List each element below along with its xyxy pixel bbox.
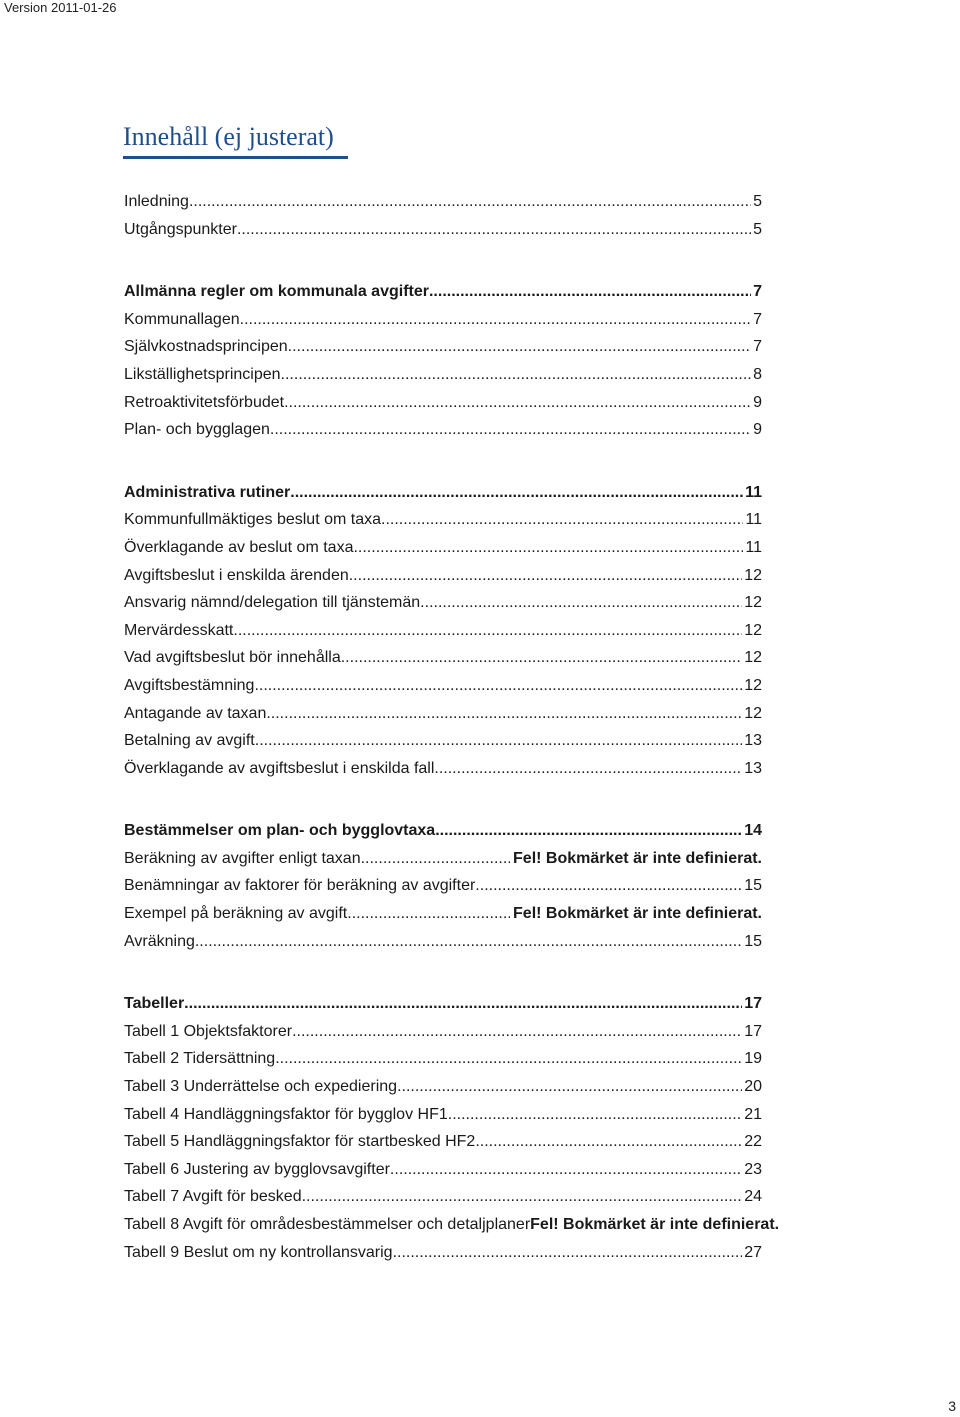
dot-leader (237, 216, 751, 244)
toc-entry[interactable] (124, 534, 762, 562)
dot-leader (475, 1128, 742, 1156)
toc-entry[interactable] (124, 589, 762, 617)
toc-entry[interactable] (124, 479, 762, 507)
toc-entry-label: Tabell 2 Tidersättning (124, 1050, 276, 1068)
toc-entry-label: Vad avgiftsbeslut bör innehålla (124, 649, 341, 667)
toc-entry-label: Ansvarig nämnd/delegation till tjänstemän (124, 594, 421, 612)
toc-entry-page: 9 (753, 421, 762, 439)
toc-entry-page: 9 (753, 393, 762, 411)
toc-entry-page: 5 (753, 193, 762, 210)
toc-entry-page: 11 (745, 483, 762, 501)
dot-leader (434, 755, 742, 783)
toc-entry[interactable] (124, 333, 762, 361)
toc-entry-label: Tabell 3 Underrättelse och expediering (124, 1078, 398, 1096)
toc-entry[interactable] (124, 872, 762, 900)
toc-entry-page: 14 (744, 822, 762, 840)
dot-leader (353, 534, 743, 562)
toc-entry[interactable] (124, 1156, 762, 1184)
toc-entry-page: 11 (745, 511, 762, 529)
toc-entry[interactable] (124, 845, 762, 873)
dot-leader (475, 872, 742, 900)
toc-entry-label: Tabell 4 Handläggningsfaktor för bygglov HF1 (124, 1105, 448, 1123)
dot-leader (448, 1101, 742, 1129)
dot-leader (254, 672, 742, 700)
toc-entry-page: 15 (744, 932, 762, 950)
toc-entry[interactable] (124, 1045, 762, 1073)
toc-entry-label: Tabeller (124, 995, 185, 1013)
toc-entry-page: 17 (744, 995, 762, 1013)
toc-entry-page: 27 (744, 1243, 762, 1261)
toc-entry[interactable] (124, 389, 762, 417)
toc-entry[interactable] (124, 990, 762, 1018)
toc-entry[interactable] (124, 755, 762, 783)
dot-leader (290, 479, 743, 507)
dot-leader (275, 1045, 742, 1073)
toc-entry-label: Överklagande av beslut om taxa (124, 538, 354, 556)
toc-entry-error: Fel! Bokmärket är inte definierat. (513, 849, 762, 867)
toc-entry-label: Inledning (124, 193, 189, 210)
toc-entry-page: 12 (744, 649, 762, 667)
toc-section (124, 817, 762, 955)
toc-entry-label: Administrativa rutiner (124, 483, 291, 501)
toc-section (124, 188, 762, 243)
dot-leader (270, 416, 751, 444)
toc-entry-label: Utgångspunkter (124, 220, 237, 238)
toc-entry-page: 11 (745, 538, 762, 556)
toc-entry-page: 7 (753, 283, 762, 301)
dot-leader (397, 1073, 742, 1101)
dot-leader (195, 928, 742, 956)
toc-entry-page: 20 (744, 1078, 762, 1096)
toc-entry[interactable] (124, 1018, 762, 1046)
toc-entry-page: 19 (744, 1050, 762, 1068)
toc-entry-label: Mervärdesskatt (124, 621, 234, 639)
toc-entry[interactable] (124, 617, 762, 645)
toc-entry-label: Beräkning av avgifter enligt taxan (124, 849, 361, 867)
toc-entry[interactable] (124, 727, 762, 755)
toc-entry-page: 12 (744, 676, 762, 694)
toc-entry[interactable] (124, 1183, 762, 1211)
page-number: 3 (948, 1398, 956, 1414)
toc-entry-label: Benämningar av faktorer för beräkning av avgifter (124, 877, 476, 895)
toc-entry[interactable] (124, 1239, 762, 1267)
toc-entry-page: 15 (744, 877, 762, 895)
toc-entry[interactable] (124, 562, 762, 590)
dot-leader (184, 990, 742, 1018)
toc-entry-label: Tabell 7 Avgift för besked (124, 1188, 302, 1206)
toc-entry[interactable] (124, 900, 762, 928)
toc-entry-page: 22 (744, 1133, 762, 1151)
toc-entry[interactable] (124, 644, 762, 672)
table-of-contents (124, 188, 780, 1301)
toc-entry-label: Antagande av taxan (124, 704, 267, 722)
toc-entry[interactable] (124, 1101, 762, 1129)
toc-entry[interactable] (124, 817, 762, 845)
toc-entry-label: Kommunallagen (124, 310, 240, 328)
toc-entry-label: Betalning av avgift (124, 732, 255, 750)
dot-leader (341, 644, 742, 672)
toc-entry-label: Tabell 8 Avgift för områdesbestämmelser och detaljplaner (124, 1216, 531, 1233)
dot-leader (266, 700, 742, 728)
toc-entry-label: Avräkning (124, 932, 195, 950)
dot-leader (302, 1183, 743, 1211)
dot-leader (361, 845, 510, 873)
toc-entry[interactable] (124, 278, 762, 306)
toc-section (124, 278, 762, 444)
toc-entry-label: Kommunfullmäktiges beslut om taxa (124, 511, 381, 529)
toc-entry[interactable] (124, 216, 762, 244)
toc-entry-page: 8 (753, 365, 762, 383)
toc-entry-page: 17 (744, 1022, 762, 1040)
toc-entry-label: Bestämmelser om plan- och bygglovtaxa (124, 822, 436, 840)
dot-leader (381, 506, 743, 534)
version-stamp: Version 2011-01-26 (4, 0, 117, 15)
toc-entry-page: 12 (744, 621, 762, 639)
toc-entry-label: Tabell 6 Justering av bygglovsavgifter (124, 1160, 390, 1178)
toc-entry-page: 12 (744, 594, 762, 612)
toc-entry[interactable] (124, 188, 762, 216)
toc-entry-page: 23 (744, 1160, 762, 1178)
toc-section (124, 990, 780, 1266)
toc-entry-label: Likställighetsprincipen (124, 365, 281, 383)
toc-entry-page: 13 (744, 732, 762, 750)
toc-entry[interactable] (124, 416, 762, 444)
dot-leader (255, 727, 742, 755)
dot-leader (281, 361, 752, 389)
dot-leader (390, 1156, 742, 1184)
toc-entry-error: Fel! Bokmärket är inte definierat. (513, 905, 762, 923)
toc-entry-label: Avgiftsbestämning (124, 676, 255, 694)
toc-entry-label: Exempel på beräkning av avgift (124, 905, 348, 923)
toc-entry-label: Allmänna regler om kommunala avgifter (124, 283, 429, 301)
toc-entry[interactable] (124, 361, 762, 389)
toc-entry-page: 24 (744, 1188, 762, 1206)
toc-entry-page: 13 (744, 759, 762, 777)
toc-entry[interactable] (124, 672, 762, 700)
dot-leader (420, 589, 742, 617)
dot-leader (233, 617, 742, 645)
toc-entry-page: 7 (753, 310, 762, 328)
toc-entry-label: Självkostnadsprincipen (124, 338, 288, 356)
toc-entry-label: Plan- och bygglagen (124, 421, 270, 439)
toc-entry-page: 12 (744, 704, 762, 722)
toc-entry[interactable] (124, 700, 762, 728)
toc-entry[interactable] (124, 506, 762, 534)
toc-entry-label: Tabell 9 Beslut om ny kontrollansvarig (124, 1243, 393, 1261)
dot-leader (347, 900, 510, 928)
toc-entry-label: Retroaktivitetsförbudet (124, 393, 285, 411)
toc-entry-page: 12 (744, 566, 762, 584)
dot-leader (292, 1018, 742, 1046)
toc-entry[interactable] (124, 1073, 762, 1101)
dot-leader (349, 562, 742, 590)
toc-entry-page: 5 (753, 220, 762, 238)
toc-section (124, 479, 762, 783)
dot-leader (435, 817, 742, 845)
toc-entry-label: Avgiftsbeslut i enskilda ärenden (124, 566, 349, 584)
dot-leader (288, 333, 751, 361)
dot-leader (393, 1239, 743, 1267)
toc-entry-page: 7 (753, 338, 762, 356)
toc-entry[interactable] (124, 1211, 868, 1239)
toc-entry-error: Fel! Bokmärket är inte definierat. (530, 1216, 780, 1233)
toc-entry[interactable] (124, 306, 762, 334)
toc-entry-label: Överklagande av avgiftsbeslut i enskilda fall (124, 759, 435, 777)
toc-entry[interactable] (124, 928, 762, 956)
dot-leader (284, 389, 751, 417)
page-title: Innehåll (ej justerat) (123, 120, 348, 159)
dot-leader (240, 306, 751, 334)
toc-entry-label: Tabell 1 Objektsfaktorer (124, 1022, 293, 1040)
toc-entry[interactable] (124, 1128, 762, 1156)
dot-leader (189, 188, 751, 216)
dot-leader (429, 278, 751, 306)
toc-entry-label: Tabell 5 Handläggningsfaktor för startbesked HF2 (124, 1133, 476, 1151)
toc-entry-page: 21 (744, 1105, 762, 1123)
